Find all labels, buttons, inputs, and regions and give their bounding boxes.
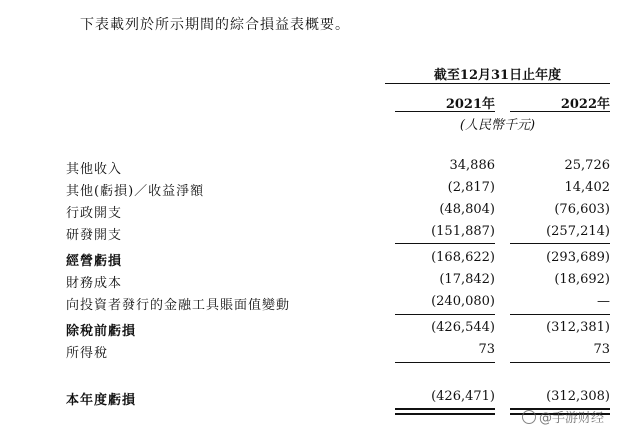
row-label: 其他(虧損)／收益淨額 (66, 184, 205, 199)
double-rule-2021 (395, 408, 495, 415)
row-label: 本年度虧損 (66, 393, 137, 408)
value-2021: 34,886 (449, 158, 495, 173)
year-2021-header: 2021年 (445, 97, 495, 112)
year-2021-rule (395, 111, 495, 112)
total-rule-2022 (510, 362, 610, 363)
row-other-income (0, 158, 640, 180)
value-2022: 73 (593, 342, 610, 357)
row-finance-costs (0, 272, 640, 294)
camera-icon (522, 410, 536, 424)
units-label: (人民幣千元) (459, 118, 536, 133)
value-2022: (293,689) (546, 250, 610, 265)
value-2021: (426,544) (431, 320, 495, 335)
subtotal-rule-2022 (510, 243, 610, 244)
watermark (522, 407, 604, 426)
row-other-gains (0, 180, 640, 202)
subtotal-rule-2022 (510, 314, 610, 315)
row-operating-loss (0, 250, 640, 272)
value-2022: (312,308) (546, 389, 610, 404)
value-2021: (426,471) (431, 389, 495, 404)
value-2021: (240,080) (431, 294, 495, 309)
row-label: 研發開支 (66, 228, 123, 243)
value-2021: (168,622) (431, 250, 495, 265)
row-label: 除稅前虧損 (66, 324, 137, 339)
watermark-text: @手游财经 (539, 411, 605, 426)
year-2022-header: 2022年 (560, 97, 610, 112)
row-loss-before-tax (0, 320, 640, 342)
period-header-rule (385, 83, 610, 84)
subtotal-rule-2021 (395, 314, 495, 315)
row-admin-expenses (0, 202, 640, 224)
value-2021: (151,887) (431, 224, 495, 239)
value-2022: (257,214) (546, 224, 610, 239)
subtotal-rule-2021 (395, 243, 495, 244)
year-2022-rule (510, 111, 610, 112)
row-label: 向投資者發行的金融工具賬面值變動 (66, 298, 291, 313)
value-2022: (312,381) (546, 320, 610, 335)
value-2022: (18,692) (554, 272, 610, 287)
row-label: 財務成本 (66, 276, 123, 291)
row-label: 其他收入 (66, 162, 123, 177)
value-2021: (48,804) (439, 202, 495, 217)
value-2022: 14,402 (564, 180, 610, 195)
value-2022: (76,603) (554, 202, 610, 217)
row-label: 經營虧損 (66, 254, 123, 269)
intro-text: 下表載列於所示期間的綜合損益表概要。 (80, 17, 350, 33)
value-2021: 73 (478, 342, 495, 357)
value-2021: (17,842) (439, 272, 495, 287)
value-2022: — (597, 294, 610, 309)
row-income-tax (0, 342, 640, 364)
row-label: 行政開支 (66, 206, 123, 221)
total-rule-2021 (395, 362, 495, 363)
value-2022: 25,726 (564, 158, 610, 173)
period-header: 截至12月31日止年度 (433, 68, 562, 83)
value-2021: (2,817) (447, 180, 495, 195)
row-instrument-changes (0, 294, 640, 316)
row-label: 所得稅 (66, 346, 109, 361)
